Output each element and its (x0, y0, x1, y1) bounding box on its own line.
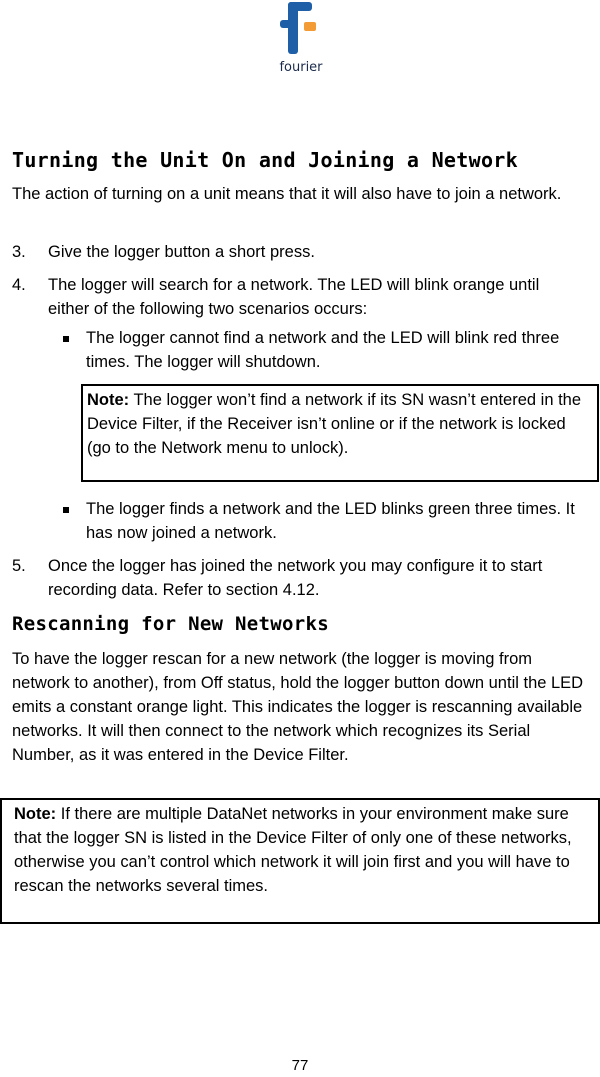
note-text: If there are multiple DataNet networks in your environment make sure that the logger SN is listed in the Device Filter of only one of these networks, otherwise you can’t control which network it will join first and you will have to rescan the networks several times. (14, 805, 572, 895)
logo-wordmark: fourier (279, 60, 323, 75)
step-4-text: The logger will search for a network. The LED will blink orange until either of the following two scenarios occurs: (48, 276, 540, 318)
fourier-logo-mark (266, 0, 336, 60)
intro-paragraph: The action of turning on a unit means that it will also have to join a network. (12, 185, 562, 203)
note-text: The logger won’t find a network if its SN wasn’t entered in the Device Filter, if the Receiver isn’t online or if the network is locked (go to the Network menu to unlock). (87, 391, 582, 457)
section-heading-rescanning: Rescanning for New Networks (12, 613, 329, 635)
note-label: Note: (14, 805, 57, 823)
note-box-sn-filter (81, 384, 599, 482)
fourier-logo (266, 0, 336, 84)
bullet-item-network-found: The logger finds a network and the LED blinks green three times. It has now joined a network. (86, 500, 575, 542)
page-number: 77 (291, 1057, 309, 1074)
step-number-5: 5. (12, 557, 26, 575)
note-box-multiple-networks (0, 798, 600, 924)
bullet-marker (63, 507, 69, 513)
step-5-text: Once the logger has joined the network you may configure it to start recording data. Refer to section 4.12. (48, 557, 543, 599)
step-3-text: Give the logger button a short press. (48, 243, 315, 261)
step-number-4: 4. (12, 276, 26, 294)
rescan-paragraph: To have the logger rescan for a new network (the logger is moving from network to another), from Off status, hold the logger button down until the LED emits a constant orange light. This indicates the logger is rescanning available networks. It will then connect to the network which recognizes its Serial Number, as it was entered in the Device Filter. (12, 650, 584, 764)
note-label: Note: (87, 391, 130, 409)
bullet-marker (63, 336, 69, 342)
step-number-3: 3. (12, 243, 26, 261)
section-heading-joining: Turning the Unit On and Joining a Network (12, 148, 518, 172)
bullet-item-no-network: The logger cannot find a network and the LED will blink red three times. The logger will shutdown. (86, 329, 560, 371)
